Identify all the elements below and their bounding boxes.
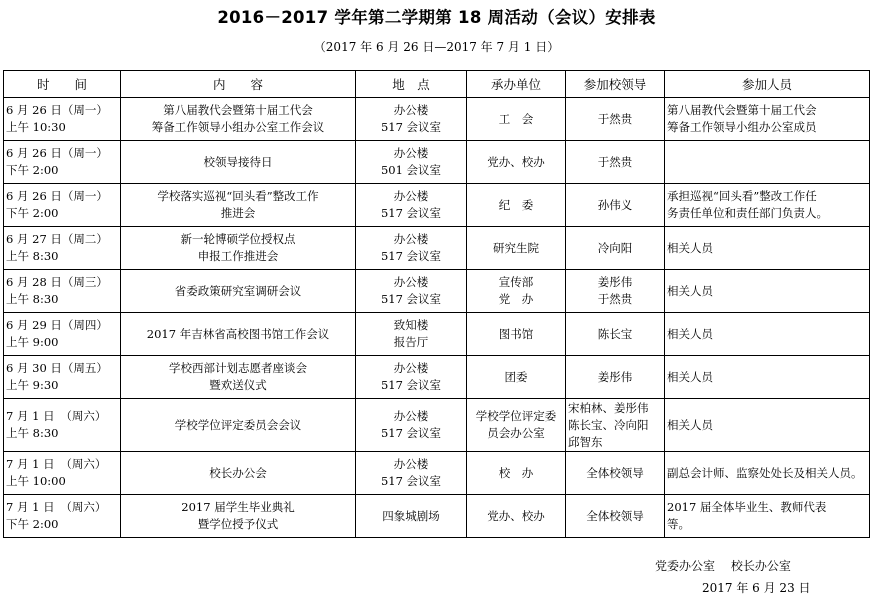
cell-leader: 姜彤伟 于然贵: [566, 270, 665, 313]
header-leader: 参加校领导: [566, 71, 665, 98]
cell-place: 致知楼 报告厅: [356, 313, 467, 356]
cell-content: 校领导接待日: [121, 141, 356, 184]
cell-host: 图书馆: [467, 313, 566, 356]
table-row: [4, 98, 870, 141]
cell-leader: 全体校领导: [566, 495, 665, 538]
cell-host: 团委: [467, 356, 566, 399]
cell-host: 工 会: [467, 98, 566, 141]
cell-people: 副总会计师、监察处处长及相关人员。: [665, 452, 870, 495]
cell-content: 校长办公会: [121, 452, 356, 495]
issuing-offices: 党委办公室 校长办公室: [655, 559, 791, 573]
cell-time: 6 月 26 日（周一） 下午 2:00: [4, 184, 121, 227]
cell-time: 6 月 27 日（周二） 上午 8:30: [4, 227, 121, 270]
header-time: 时 间: [4, 71, 121, 98]
cell-people: 相关人员: [665, 356, 870, 399]
cell-time: 6 月 29 日（周四） 上午 9:00: [4, 313, 121, 356]
cell-time: 6 月 28 日（周三） 上午 8:30: [4, 270, 121, 313]
cell-leader: 宋柏林、姜彤伟 陈长宝、冷向阳 邱智东: [566, 399, 665, 452]
table-row: [4, 270, 870, 313]
cell-host: 宣传部 党 办: [467, 270, 566, 313]
cell-place: 办公楼 517 会议室: [356, 452, 467, 495]
page-title: 2016－2017 学年第二学期第 18 周活动（会议）安排表: [217, 8, 656, 27]
header-host: 承办单位: [467, 71, 566, 98]
cell-people: [665, 141, 870, 184]
cell-place: 办公楼 517 会议室: [356, 399, 467, 452]
cell-time: 7 月 1 日 （周六） 下午 2:00: [4, 495, 121, 538]
cell-leader: 全体校领导: [566, 452, 665, 495]
table-row: [4, 227, 870, 270]
cell-place: 办公楼 517 会议室: [356, 356, 467, 399]
table-row: [4, 495, 870, 538]
cell-place: 办公楼 517 会议室: [356, 227, 467, 270]
cell-leader: 姜彤伟: [566, 356, 665, 399]
cell-leader: 冷向阳: [566, 227, 665, 270]
cell-content: 2017 届学生毕业典礼 暨学位授予仪式: [121, 495, 356, 538]
cell-leader: 于然贵: [566, 141, 665, 184]
cell-place: 办公楼 517 会议室: [356, 98, 467, 141]
table-row: [4, 184, 870, 227]
cell-people: 相关人员: [665, 270, 870, 313]
cell-leader: 孙伟义: [566, 184, 665, 227]
cell-time: 6 月 26 日（周一） 上午 10:30: [4, 98, 121, 141]
cell-content: 学校落实巡视“回头看”整改工作 推进会: [121, 184, 356, 227]
schedule-table: [3, 70, 870, 538]
cell-people: 承担巡视“回头看”整改工作任 务责任单位和责任部门负责人。: [665, 184, 870, 227]
cell-content: 2017 年吉林省高校图书馆工作会议: [121, 313, 356, 356]
cell-people: 相关人员: [665, 227, 870, 270]
cell-host: 党办、校办: [467, 141, 566, 184]
table-row: [4, 356, 870, 399]
table-row: [4, 313, 870, 356]
cell-host: 校 办: [467, 452, 566, 495]
cell-time: 7 月 1 日 （周六） 上午 10:00: [4, 452, 121, 495]
cell-place: 办公楼 517 会议室: [356, 184, 467, 227]
date-range-subtitle: （2017 年 6 月 26 日—2017 年 7 月 1 日）: [313, 40, 560, 54]
cell-content: 学校学位评定委员会会议: [121, 399, 356, 452]
cell-place: 办公楼 517 会议室: [356, 270, 467, 313]
cell-content: 学校西部计划志愿者座谈会 暨欢送仪式: [121, 356, 356, 399]
cell-host: 党办、校办: [467, 495, 566, 538]
cell-content: 第八届教代会暨第十届工代会 筹备工作领导小组办公室工作会议: [121, 98, 356, 141]
cell-leader: 陈长宝: [566, 313, 665, 356]
cell-host: 学校学位评定委 员会办公室: [467, 399, 566, 452]
cell-people: 2017 届全体毕业生、教师代表 等。: [665, 495, 870, 538]
cell-place: 办公楼 501 会议室: [356, 141, 467, 184]
table-row: [4, 399, 870, 452]
header-people: 参加人员: [665, 71, 870, 98]
header-place: 地 点: [356, 71, 467, 98]
cell-time: 6 月 30 日（周五） 上午 9:30: [4, 356, 121, 399]
cell-host: 研究生院: [467, 227, 566, 270]
cell-time: 7 月 1 日 （周六） 上午 8:30: [4, 399, 121, 452]
cell-place: 四象城剧场: [356, 495, 467, 538]
table-row: [4, 452, 870, 495]
cell-people: 相关人员: [665, 399, 870, 452]
cell-people: 相关人员: [665, 313, 870, 356]
cell-content: 新一轮博硕学位授权点 申报工作推进会: [121, 227, 356, 270]
table-header-row: [4, 71, 870, 98]
cell-host: 纪 委: [467, 184, 566, 227]
cell-time: 6 月 26 日（周一） 下午 2:00: [4, 141, 121, 184]
header-content: 内 容: [121, 71, 356, 98]
cell-people: 第八届教代会暨第十届工代会 筹备工作领导小组办公室成员: [665, 98, 870, 141]
cell-leader: 于然贵: [566, 98, 665, 141]
cell-content: 省委政策研究室调研会议: [121, 270, 356, 313]
table-row: [4, 141, 870, 184]
issue-date: 2017 年 6 月 23 日: [702, 581, 811, 595]
